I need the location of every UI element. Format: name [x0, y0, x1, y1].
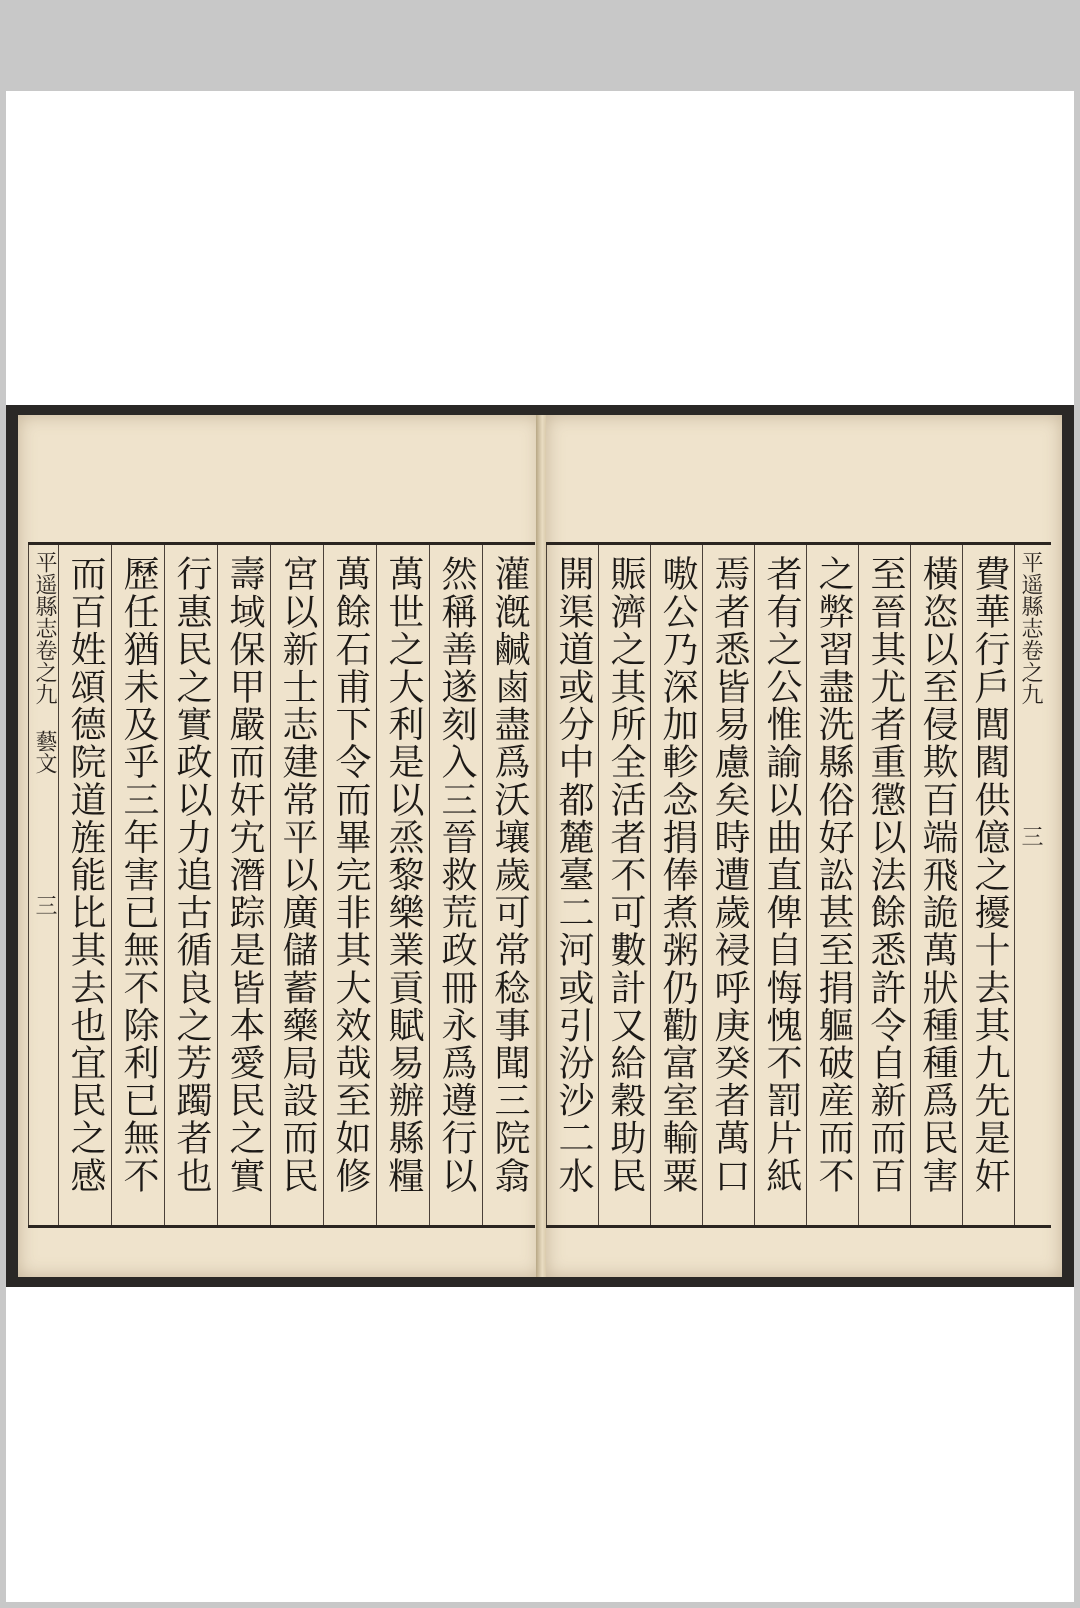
right-margin-label [1014, 545, 1044, 1225]
right-margin-section: 卷之九 [1018, 639, 1043, 705]
left-margin-title: 平遥縣志 [32, 551, 57, 639]
right-page [546, 415, 1062, 1277]
text-column: 然稱善遂刻入三晉救荒政冊永爲遵行以 [429, 545, 483, 1225]
text-column: 開渠道或分中都麓臺二河或引汾沙二水 [546, 545, 600, 1225]
text-column: 宮以新士志建常平以廣儲蓄藥局設而民 [270, 545, 324, 1225]
text-column: 焉者悉皆易慮矣時遭歲祲呼庚癸者萬口 [702, 545, 756, 1225]
right-text-frame [546, 542, 1051, 1228]
left-page [18, 415, 541, 1277]
left-margin-label [28, 545, 58, 1225]
text-column: 行惠民之實政以力追古循良之芳躅者也 [164, 545, 218, 1225]
text-column: 而百姓頌德院道旌能比其去也宜民之感 [58, 545, 112, 1225]
text-column: 至晉其尤者重懲以法餘悉許令自新而百 [858, 545, 912, 1225]
text-column: 壽域保甲嚴而奸宄潛踪是皆本愛民之實 [217, 545, 271, 1225]
text-column: 歷任猶未及乎三年害已無不除利已無不 [111, 545, 165, 1225]
text-column: 萬餘石甫下令而畢完非其大效哉至如修 [323, 545, 377, 1225]
left-margin-folio: 三 [32, 894, 57, 916]
left-text-frame [28, 542, 535, 1228]
text-column: 嗷公乃深加軫念捐俸煮粥仍勸富室輸粟 [650, 545, 704, 1225]
right-margin-title: 平遥縣志 [1018, 551, 1043, 639]
text-column: 橫恣以至侵欺百端飛詭萬狀種種爲民害 [910, 545, 964, 1225]
left-margin-section: 卷之九 藝文 [32, 639, 57, 774]
text-column: 灌漑鹹鹵盡爲沃壤歲可常稔事聞三院翕 [482, 545, 536, 1225]
text-column: 之弊習盡洗縣俗好訟甚至捐軀破産而不 [806, 545, 860, 1225]
right-margin-folio: 三 [1018, 825, 1043, 847]
text-column: 賑濟之其所全活者不可數計又給穀助民 [598, 545, 652, 1225]
text-column: 萬世之大利是以烝黎樂業貢賦易辦縣糧 [376, 545, 430, 1225]
book-scan [6, 405, 1074, 1287]
text-column: 者有之公惟諭以曲直俾自悔愧不罰片紙 [754, 545, 808, 1225]
text-column: 費華行戶閭閻供億之擾十去其九先是奸 [962, 545, 1016, 1225]
